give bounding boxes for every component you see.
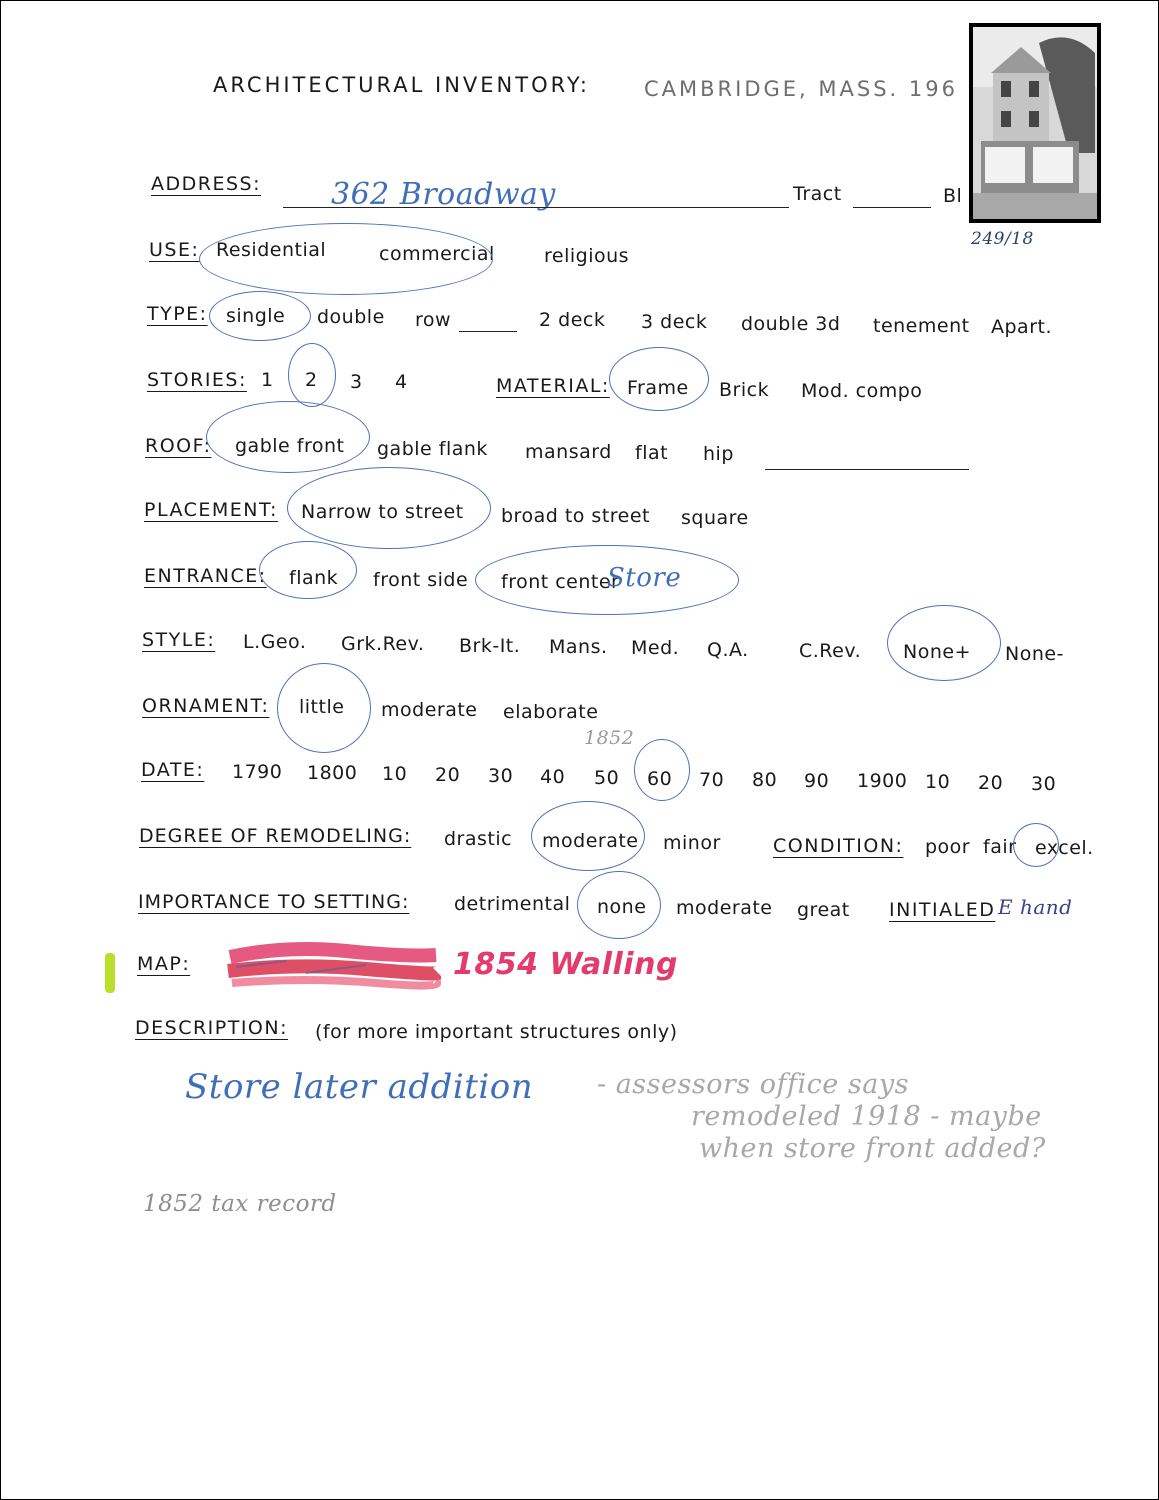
- style-option-none-minus: None-: [1005, 643, 1064, 665]
- date-option-1900: 1900: [857, 770, 908, 792]
- material-option-mod-compo: Mod. compo: [801, 380, 923, 402]
- style-option-qa: Q.A.: [707, 639, 749, 661]
- remodeling-option-moderate: moderate: [542, 830, 639, 852]
- importance-option-none: none: [597, 896, 647, 918]
- condition-circle: [1013, 823, 1059, 867]
- house-photo-icon: [969, 23, 1101, 223]
- material-circle: [609, 347, 709, 411]
- material-label: MATERIAL:: [496, 375, 610, 397]
- roof-circle: [206, 401, 370, 473]
- type-option-single: single: [226, 305, 286, 327]
- entrance-circle-flank: [259, 541, 357, 599]
- date-option-20: 20: [435, 764, 461, 786]
- use-option-religious: religious: [544, 245, 630, 267]
- photo-caption: 249/18: [971, 229, 1034, 249]
- importance-option-great: great: [797, 899, 850, 921]
- date-option-30: 30: [488, 765, 514, 787]
- remodeling-option-minor: minor: [663, 832, 721, 854]
- style-option-grkrev: Grk.Rev.: [341, 633, 425, 655]
- description-note-tax: 1852 tax record: [143, 1191, 337, 1217]
- stories-option-3: 3: [350, 371, 363, 393]
- placement-option-square: square: [681, 507, 749, 529]
- type-blank: [459, 331, 517, 332]
- type-circle: [209, 291, 311, 341]
- date-option-70: 70: [699, 769, 725, 791]
- importance-option-detrimental: detrimental: [454, 893, 571, 915]
- ornament-circle: [277, 663, 371, 753]
- type-option-apart: Apart.: [991, 316, 1053, 338]
- use-label: USE:: [149, 239, 200, 261]
- condition-label: CONDITION:: [773, 835, 904, 857]
- date-option-1790: 1790: [232, 761, 283, 783]
- description-note-assessor-3: when store front added?: [699, 1133, 1046, 1164]
- stories-option-4: 4: [395, 371, 408, 393]
- type-option-2deck: 2 deck: [539, 309, 606, 331]
- tract-label: Tract: [793, 183, 842, 205]
- placement-label: PLACEMENT:: [144, 499, 278, 521]
- use-option-residential: Residential: [216, 239, 327, 261]
- description-sublabel: (for more important structures only): [315, 1021, 678, 1043]
- entrance-label: ENTRANCE:: [144, 565, 267, 587]
- date-option-90: 90: [804, 770, 830, 792]
- type-option-double3d: double 3d: [741, 313, 841, 335]
- address-underline: [283, 207, 789, 208]
- style-option-none-plus: None+: [903, 641, 971, 663]
- style-option-brkit: Brk-It.: [459, 635, 521, 657]
- initialed-value: E hand: [998, 895, 1073, 919]
- ornament-option-little: little: [299, 696, 345, 718]
- description-note-assessor-1: - assessors office says: [597, 1069, 909, 1100]
- form-title-right: CAMBRIDGE, MASS. 196: [644, 77, 958, 101]
- type-option-row: row: [415, 309, 452, 331]
- placement-circle: [287, 467, 491, 549]
- date-label: DATE:: [141, 759, 205, 781]
- ornament-label: ORNAMENT:: [142, 695, 270, 717]
- date-note: 1852: [584, 727, 635, 749]
- style-option-lgeo: L.Geo.: [243, 631, 307, 653]
- building-photo: [969, 23, 1101, 223]
- style-circle: [887, 605, 1001, 681]
- date-option-60: 60: [647, 768, 673, 790]
- importance-option-moderate: moderate: [676, 897, 773, 919]
- type-option-double: double: [317, 306, 385, 328]
- remodeling-label: DEGREE OF REMODELING:: [139, 825, 412, 847]
- form-title-left: ARCHITECTURAL INVENTORY:: [213, 73, 590, 97]
- address-label: ADDRESS:: [151, 173, 261, 195]
- date-option-10: 10: [382, 763, 408, 785]
- importance-label: IMPORTANCE TO SETTING:: [138, 891, 410, 913]
- use-circle: [199, 223, 493, 295]
- stories-circle: [288, 343, 336, 407]
- ornament-option-moderate: moderate: [381, 699, 478, 721]
- remodeling-option-drastic: drastic: [444, 828, 513, 850]
- roof-option-mansard: mansard: [525, 441, 612, 463]
- condition-option-fair: fair: [983, 836, 1017, 858]
- entrance-note: Store: [607, 563, 682, 593]
- block-label: Bl: [943, 185, 963, 207]
- tract-underline: [853, 207, 931, 208]
- date-option-1920: 20: [978, 772, 1004, 794]
- entrance-circle-front-center: [475, 545, 739, 615]
- placement-option-broad: broad to street: [501, 505, 651, 527]
- date-option-1930: 30: [1031, 773, 1057, 795]
- entrance-option-front-side: front side: [373, 569, 469, 591]
- date-option-50: 50: [594, 767, 620, 789]
- date-option-80: 80: [752, 769, 778, 791]
- roof-option-hip: hip: [703, 443, 734, 465]
- date-option-40: 40: [540, 766, 566, 788]
- date-option-1800: 1800: [307, 762, 358, 784]
- date-circle: [634, 739, 690, 801]
- highlight-mark: [105, 953, 115, 993]
- stories-option-2: 2: [305, 369, 318, 391]
- ornament-option-elaborate: elaborate: [503, 701, 599, 723]
- crossed-out-scribble-icon: [226, 937, 441, 993]
- date-option-1910: 10: [925, 771, 951, 793]
- description-label: DESCRIPTION:: [135, 1017, 289, 1039]
- description-note-store: Store later addition: [185, 1067, 534, 1107]
- remodeling-circle: [531, 801, 645, 871]
- use-option-commercial: commercial: [379, 243, 495, 265]
- roof-blank: [765, 469, 969, 470]
- stories-option-1: 1: [261, 369, 274, 391]
- entrance-option-flank: flank: [289, 567, 339, 589]
- roof-option-gable-flank: gable flank: [377, 438, 488, 460]
- style-option-med: Med.: [631, 637, 680, 659]
- material-option-frame: Frame: [627, 377, 689, 399]
- roof-option-flat: flat: [635, 442, 669, 464]
- type-option-3deck: 3 deck: [641, 311, 708, 333]
- material-option-brick: Brick: [719, 379, 770, 401]
- style-option-mans: Mans.: [549, 636, 608, 658]
- condition-option-poor: poor: [925, 836, 971, 858]
- description-note-assessor-2: remodeled 1918 - maybe: [691, 1101, 1042, 1132]
- style-label: STYLE:: [142, 629, 216, 651]
- type-label: TYPE:: [147, 303, 208, 325]
- address-value: 362 Broadway: [331, 177, 556, 212]
- initialed-label: INITIALED: [889, 899, 996, 921]
- placement-option-narrow: Narrow to street: [301, 501, 464, 523]
- entrance-option-front-center: front center: [501, 571, 620, 593]
- roof-label: ROOF:: [145, 435, 212, 457]
- style-option-crev: C.Rev.: [799, 640, 862, 662]
- condition-option-excel: excel.: [1035, 837, 1094, 859]
- map-value: 1854 Walling: [453, 947, 678, 982]
- map-label: MAP:: [137, 953, 191, 975]
- type-option-tenement: tenement: [873, 315, 970, 337]
- stories-label: STORIES:: [147, 369, 247, 391]
- roof-option-gable-front: gable front: [235, 435, 345, 457]
- importance-circle: [577, 871, 661, 939]
